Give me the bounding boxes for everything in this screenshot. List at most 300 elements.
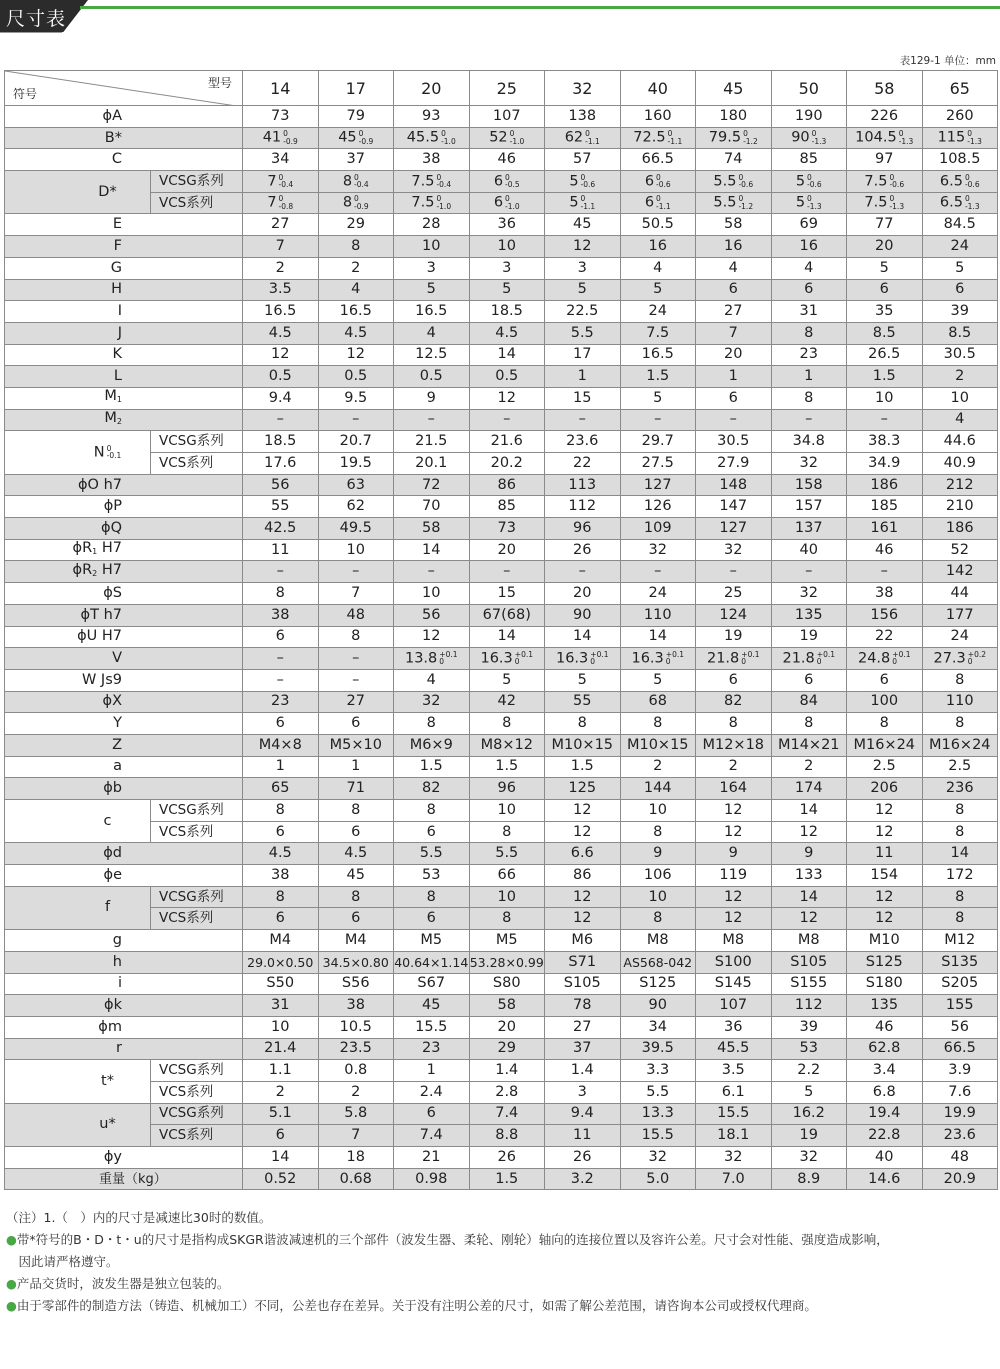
table-cell: M10×15 <box>620 734 696 756</box>
table-cell: 10 <box>847 387 923 409</box>
table-row <box>5 301 998 323</box>
table-cell <box>771 171 847 193</box>
table-cell: 2.5 <box>922 756 998 778</box>
row-symbol: M1 <box>5 387 243 409</box>
table-cell: 4 <box>771 257 847 279</box>
table-row <box>5 1103 998 1125</box>
table-cell: 5.0 <box>620 1168 696 1190</box>
table-row <box>5 995 998 1017</box>
table-cell: 82 <box>696 691 772 713</box>
table-row <box>5 409 998 431</box>
table-cell: 4.5 <box>318 843 394 865</box>
table-cell: 56 <box>243 474 319 496</box>
table-cell: M6×9 <box>394 734 470 756</box>
table-row <box>5 734 998 756</box>
table-cell: 8 <box>394 800 470 822</box>
table-cell <box>620 127 696 149</box>
table-cell: 6 <box>318 821 394 843</box>
table-cell: 49.5 <box>318 518 394 540</box>
table-cell: 6 <box>771 669 847 691</box>
table-cell <box>771 192 847 214</box>
table-cell: 32 <box>771 1147 847 1169</box>
tolerance: 0 -1.0 <box>505 194 520 211</box>
table-cell: 50.5 <box>620 214 696 236</box>
table-cell: 66 <box>469 865 545 887</box>
table-cell: 1.5 <box>620 366 696 388</box>
row-symbol: ϕS <box>5 583 243 605</box>
row-symbol: ϕm <box>5 1016 243 1038</box>
table-cell: 23 <box>243 691 319 713</box>
table-cell: 236 <box>922 778 998 800</box>
table-cell: 15 <box>469 583 545 605</box>
table-cell: M16×24 <box>922 734 998 756</box>
table-cell <box>847 127 923 149</box>
table-cell: 9 <box>696 843 772 865</box>
cell-value: 16.3 <box>555 650 589 667</box>
table-cell: 8.9 <box>771 1168 847 1190</box>
table-cell: 96 <box>545 518 621 540</box>
table-cell: 45.5 <box>696 1038 772 1060</box>
table-row <box>5 1038 998 1060</box>
table-cell: 5.5 <box>394 843 470 865</box>
table-cell: 86 <box>545 865 621 887</box>
table-cell: 39 <box>771 1016 847 1038</box>
table-cell: 3.3 <box>620 1060 696 1082</box>
table-cell: 20.7 <box>318 431 394 453</box>
table-cell: 5 <box>771 1081 847 1103</box>
table-cell: 32 <box>394 691 470 713</box>
table-cell: 2 <box>696 756 772 778</box>
row-symbol: B* <box>5 127 243 149</box>
table-cell: 32 <box>696 539 772 561</box>
table-cell: 42.5 <box>243 518 319 540</box>
table-cell: 26.5 <box>847 344 923 366</box>
table-cell: M6 <box>545 930 621 952</box>
table-cell: 2.8 <box>469 1081 545 1103</box>
table-cell: S105 <box>771 951 847 973</box>
table-cell: 7.4 <box>394 1125 470 1147</box>
table-row <box>5 1016 998 1038</box>
table-cell: 8 <box>318 236 394 258</box>
table-row <box>5 843 998 865</box>
table-cell: 8 <box>243 886 319 908</box>
table-cell: 12 <box>545 821 621 843</box>
table-cell: 12 <box>545 886 621 908</box>
note-line: ●产品交货时，波发生器是独立包装的。 <box>6 1276 230 1291</box>
table-cell: 12 <box>847 908 923 930</box>
table-cell: 38 <box>847 583 923 605</box>
table-cell: 85 <box>771 149 847 171</box>
table-cell: 8 <box>318 800 394 822</box>
table-cell: 23.5 <box>318 1038 394 1060</box>
table-cell: 0.98 <box>394 1168 470 1190</box>
table-cell: 84 <box>771 691 847 713</box>
table-cell: 24 <box>922 626 998 648</box>
tolerance: +0.1 0 <box>741 649 760 667</box>
table-cell: 158 <box>771 474 847 496</box>
table-cell: – <box>243 669 319 691</box>
table-cell: 38.3 <box>847 431 923 453</box>
table-cell: 36 <box>696 1016 772 1038</box>
table-cell: 27 <box>545 1016 621 1038</box>
row-symbol: ϕd <box>5 843 243 865</box>
table-cell: 26 <box>469 1147 545 1169</box>
table-cell: 34.9 <box>847 453 923 475</box>
series-label: VCSG系列 <box>151 1103 243 1125</box>
table-cell: 7 <box>318 1125 394 1147</box>
table-cell: 138 <box>545 106 621 128</box>
table-cell: 112 <box>545 496 621 518</box>
table-cell: 16.5 <box>620 344 696 366</box>
cell-value: 6 <box>493 194 504 211</box>
table-cell: 2 <box>922 366 998 388</box>
table-cell: 7 <box>243 236 319 258</box>
table-cell: 4.5 <box>318 322 394 344</box>
table-cell: 113 <box>545 474 621 496</box>
row-symbol: i <box>5 973 243 995</box>
cell-value: 79.5 <box>708 129 742 146</box>
table-cell: 6 <box>696 669 772 691</box>
table-cell: 23.6 <box>545 431 621 453</box>
cell-value: 7.5 <box>864 194 888 211</box>
table-cell: 16.5 <box>243 301 319 323</box>
tolerance: 0 -1.3 <box>967 129 982 146</box>
row-symbol: N 0 -0.1 <box>5 431 151 474</box>
table-corner <box>5 71 243 106</box>
table-row <box>5 908 998 930</box>
tolerance: +0.2 0 <box>967 649 986 667</box>
table-cell: 2 <box>243 1081 319 1103</box>
row-symbol: ϕX <box>5 691 243 713</box>
table-cell: 29.0×0.50 <box>243 951 319 973</box>
table-row <box>5 886 998 908</box>
table-cell: 186 <box>847 474 923 496</box>
table-cell: 10 <box>243 1016 319 1038</box>
table-cell: 6 <box>696 387 772 409</box>
table-cell: 73 <box>469 518 545 540</box>
table-cell: M14×21 <box>771 734 847 756</box>
cell-value: 7 <box>267 173 277 190</box>
table-cell: M12 <box>922 930 998 952</box>
table-cell: 21.4 <box>243 1038 319 1060</box>
table-cell: 12 <box>696 821 772 843</box>
tolerance: 0 -0.4 <box>436 172 452 190</box>
table-cell: 10 <box>469 236 545 258</box>
table-cell: 260 <box>922 106 998 128</box>
table-cell: 82 <box>394 778 470 800</box>
table-cell: 16.2 <box>771 1103 847 1125</box>
table-cell: 5 <box>469 669 545 691</box>
row-symbol: ϕQ <box>5 518 243 540</box>
header-rule <box>80 6 1000 9</box>
table-row <box>5 474 998 496</box>
table-cell: 90 <box>545 604 621 626</box>
table-cell: 1.5 <box>847 366 923 388</box>
table-cell: – <box>847 561 923 583</box>
table-cell: 23 <box>771 344 847 366</box>
table-cell: 35 <box>847 301 923 323</box>
table-cell: 0.8 <box>318 1060 394 1082</box>
table-cell: 160 <box>620 106 696 128</box>
table-cell: 5 <box>620 279 696 301</box>
row-symbol: V <box>5 648 243 670</box>
table-cell: 20 <box>545 583 621 605</box>
cell-value: 115 <box>937 129 966 146</box>
table-cell: 2 <box>318 1081 394 1103</box>
table-cell <box>922 648 998 670</box>
table-cell: 157 <box>771 496 847 518</box>
table-cell: 8 <box>922 821 998 843</box>
table-cell: 6 <box>771 279 847 301</box>
table-cell: M12×18 <box>696 734 772 756</box>
table-cell: 5.5 <box>469 843 545 865</box>
section-title: 尺寸表 <box>6 8 67 30</box>
series-label: VCSG系列 <box>151 1060 243 1082</box>
table-cell: 14 <box>620 626 696 648</box>
row-symbol: C <box>5 149 243 171</box>
row-symbol: h <box>5 951 243 973</box>
table-cell: 11 <box>243 539 319 561</box>
table-row <box>5 366 998 388</box>
table-cell: 186 <box>922 518 998 540</box>
table-cell: 14 <box>469 344 545 366</box>
table-cell: 16 <box>696 236 772 258</box>
table-row <box>5 344 998 366</box>
table-cell: 8 <box>243 800 319 822</box>
table-cell: 10 <box>394 583 470 605</box>
model-header: 14 <box>243 71 319 106</box>
tolerance: 0 -1.3 <box>807 194 822 211</box>
table-cell: S125 <box>620 973 696 995</box>
table-cell: 77 <box>847 214 923 236</box>
table-cell: 16 <box>620 236 696 258</box>
table-cell: 12 <box>545 236 621 258</box>
table-cell: 6 <box>243 821 319 843</box>
table-row <box>5 106 998 128</box>
table-cell: 12 <box>545 800 621 822</box>
table-row <box>5 149 998 171</box>
cell-value: 8 <box>342 173 353 190</box>
row-symbol: ϕe <box>5 865 243 887</box>
tolerance: 0 -0.4 <box>278 172 294 190</box>
table-cell: M10×15 <box>545 734 621 756</box>
table-cell: 29 <box>318 214 394 236</box>
tolerance: 0 -0.8 <box>278 194 294 211</box>
table-cell: 6 <box>243 626 319 648</box>
table-cell: 6 <box>318 713 394 735</box>
table-cell: 174 <box>771 778 847 800</box>
table-cell: 84.5 <box>922 214 998 236</box>
cell-value: 41 <box>262 129 282 146</box>
row-symbol: W Js9 <box>5 669 243 691</box>
table-cell: 28 <box>394 214 470 236</box>
table-cell: 8 <box>922 669 998 691</box>
table-cell: – <box>318 409 394 431</box>
table-cell: 4 <box>922 409 998 431</box>
table-cell: 135 <box>771 604 847 626</box>
table-cell: 14 <box>771 800 847 822</box>
table-cell: 12 <box>696 886 772 908</box>
table-cell: 32 <box>771 583 847 605</box>
table-cell: 4.5 <box>469 322 545 344</box>
table-cell: 39 <box>922 301 998 323</box>
table-cell: – <box>469 409 545 431</box>
corner-model-label: 型号 <box>207 76 232 90</box>
table-cell: – <box>545 561 621 583</box>
table-cell: 12 <box>545 908 621 930</box>
table-cell: 12 <box>469 387 545 409</box>
table-cell: M10 <box>847 930 923 952</box>
table-cell: 22.5 <box>545 301 621 323</box>
table-cell: 17.6 <box>243 453 319 475</box>
note-line: 因此请严格遵守。 <box>6 1254 119 1269</box>
tolerance: 0 -0.6 <box>656 172 671 190</box>
table-cell: 5 <box>922 257 998 279</box>
cell-value: 7.5 <box>864 173 888 190</box>
table-cell: 5.5 <box>545 322 621 344</box>
table-cell <box>696 171 772 193</box>
table-cell: 32 <box>696 1147 772 1169</box>
table-cell: M8×12 <box>469 734 545 756</box>
table-cell: 9 <box>771 843 847 865</box>
table-row <box>5 192 998 214</box>
table-cell: 16 <box>771 236 847 258</box>
table-cell: 133 <box>771 865 847 887</box>
table-row <box>5 691 998 713</box>
table-cell: 5 <box>620 669 696 691</box>
table-cell: 154 <box>847 865 923 887</box>
table-cell: 1 <box>394 1060 470 1082</box>
table-cell: S180 <box>847 973 923 995</box>
series-label: VCSG系列 <box>151 886 243 908</box>
table-cell: 107 <box>469 106 545 128</box>
tolerance: 0 -1.0 <box>509 129 525 146</box>
table-cell <box>545 127 621 149</box>
tolerance: +0.1 0 <box>665 649 684 667</box>
table-row <box>5 778 998 800</box>
table-cell: 44.6 <box>922 431 998 453</box>
table-cell <box>394 127 470 149</box>
table-cell: 2 <box>620 756 696 778</box>
table-cell: 53 <box>394 865 470 887</box>
table-cell: 48 <box>318 604 394 626</box>
table-cell: 8 <box>847 713 923 735</box>
table-cell: 46 <box>847 539 923 561</box>
row-symbol: I <box>5 301 243 323</box>
tolerance: 0 -1.0 <box>436 194 452 211</box>
table-row <box>5 604 998 626</box>
table-cell: 15 <box>545 387 621 409</box>
table-cell <box>545 648 621 670</box>
table-cell: 4.5 <box>243 322 319 344</box>
table-cell: – <box>394 561 470 583</box>
table-cell: 20 <box>469 539 545 561</box>
table-cell: 10 <box>620 886 696 908</box>
cell-value: 90 <box>791 129 810 146</box>
table-cell: 10 <box>620 800 696 822</box>
table-cell: 156 <box>847 604 923 626</box>
table-cell: 14 <box>469 626 545 648</box>
model-header: 32 <box>545 71 621 106</box>
row-symbol: f <box>5 886 151 929</box>
table-cell: 34 <box>620 1016 696 1038</box>
table-cell: 7.6 <box>922 1081 998 1103</box>
table-cell: 1.5 <box>469 1168 545 1190</box>
table-row <box>5 865 998 887</box>
table-cell: 20.1 <box>394 453 470 475</box>
table-cell <box>696 127 772 149</box>
table-cell: 127 <box>696 518 772 540</box>
table-cell: 12.5 <box>394 344 470 366</box>
table-cell: 32 <box>771 453 847 475</box>
row-symbol: G <box>5 257 243 279</box>
table-cell: 3 <box>545 1081 621 1103</box>
table-cell <box>243 127 319 149</box>
table-cell: 0.5 <box>469 366 545 388</box>
series-label: VCS系列 <box>151 821 243 843</box>
table-cell: 1.5 <box>394 756 470 778</box>
table-cell: 15.5 <box>394 1016 470 1038</box>
row-symbol: D* <box>5 171 151 214</box>
table-cell: 1.5 <box>545 756 621 778</box>
tolerance: 0 -1.2 <box>743 129 758 146</box>
corner-diagonal <box>5 71 243 106</box>
table-row <box>5 626 998 648</box>
cell-value: 21.8 <box>706 650 740 667</box>
table-row <box>5 1081 998 1103</box>
row-symbol: ϕA <box>5 106 243 128</box>
table-cell: 44 <box>922 583 998 605</box>
table-cell: 2.2 <box>771 1060 847 1082</box>
table-cell: 12 <box>394 626 470 648</box>
table-cell: 86 <box>469 474 545 496</box>
cell-value: 6 <box>493 173 504 190</box>
row-symbol: ϕP <box>5 496 243 518</box>
table-cell: 27.5 <box>620 453 696 475</box>
table-cell: 58 <box>696 214 772 236</box>
table-cell: 6 <box>318 908 394 930</box>
table-cell: 10.5 <box>318 1016 394 1038</box>
table-cell: 73 <box>243 106 319 128</box>
row-symbol: ϕR2 H7 <box>5 561 243 583</box>
table-cell: 107 <box>696 995 772 1017</box>
table-cell: 1.4 <box>469 1060 545 1082</box>
row-symbol: ϕb <box>5 778 243 800</box>
table-cell: 3 <box>545 257 621 279</box>
row-symbol: ϕT h7 <box>5 604 243 626</box>
table-cell: – <box>243 648 319 670</box>
table-cell: 20.2 <box>469 453 545 475</box>
table-cell: 37 <box>545 1038 621 1060</box>
row-symbol: M2 <box>5 409 243 431</box>
table-cell: 18.1 <box>696 1125 772 1147</box>
tolerance: 0 -0.5 <box>505 172 520 190</box>
table-row <box>5 387 998 409</box>
table-cell: 3.9 <box>922 1060 998 1082</box>
row-symbol: ϕy <box>5 1147 243 1169</box>
cell-value: 13.8 <box>404 650 438 667</box>
table-cell: S105 <box>545 973 621 995</box>
table-cell: 12 <box>771 908 847 930</box>
table-cell: 46 <box>847 1016 923 1038</box>
table-cell: 0.5 <box>394 366 470 388</box>
table-cell: 31 <box>243 995 319 1017</box>
table-cell: 15.5 <box>620 1125 696 1147</box>
table-row <box>5 1168 998 1190</box>
table-cell: 65 <box>243 778 319 800</box>
row-symbol: Y <box>5 713 243 735</box>
table-cell: – <box>620 409 696 431</box>
